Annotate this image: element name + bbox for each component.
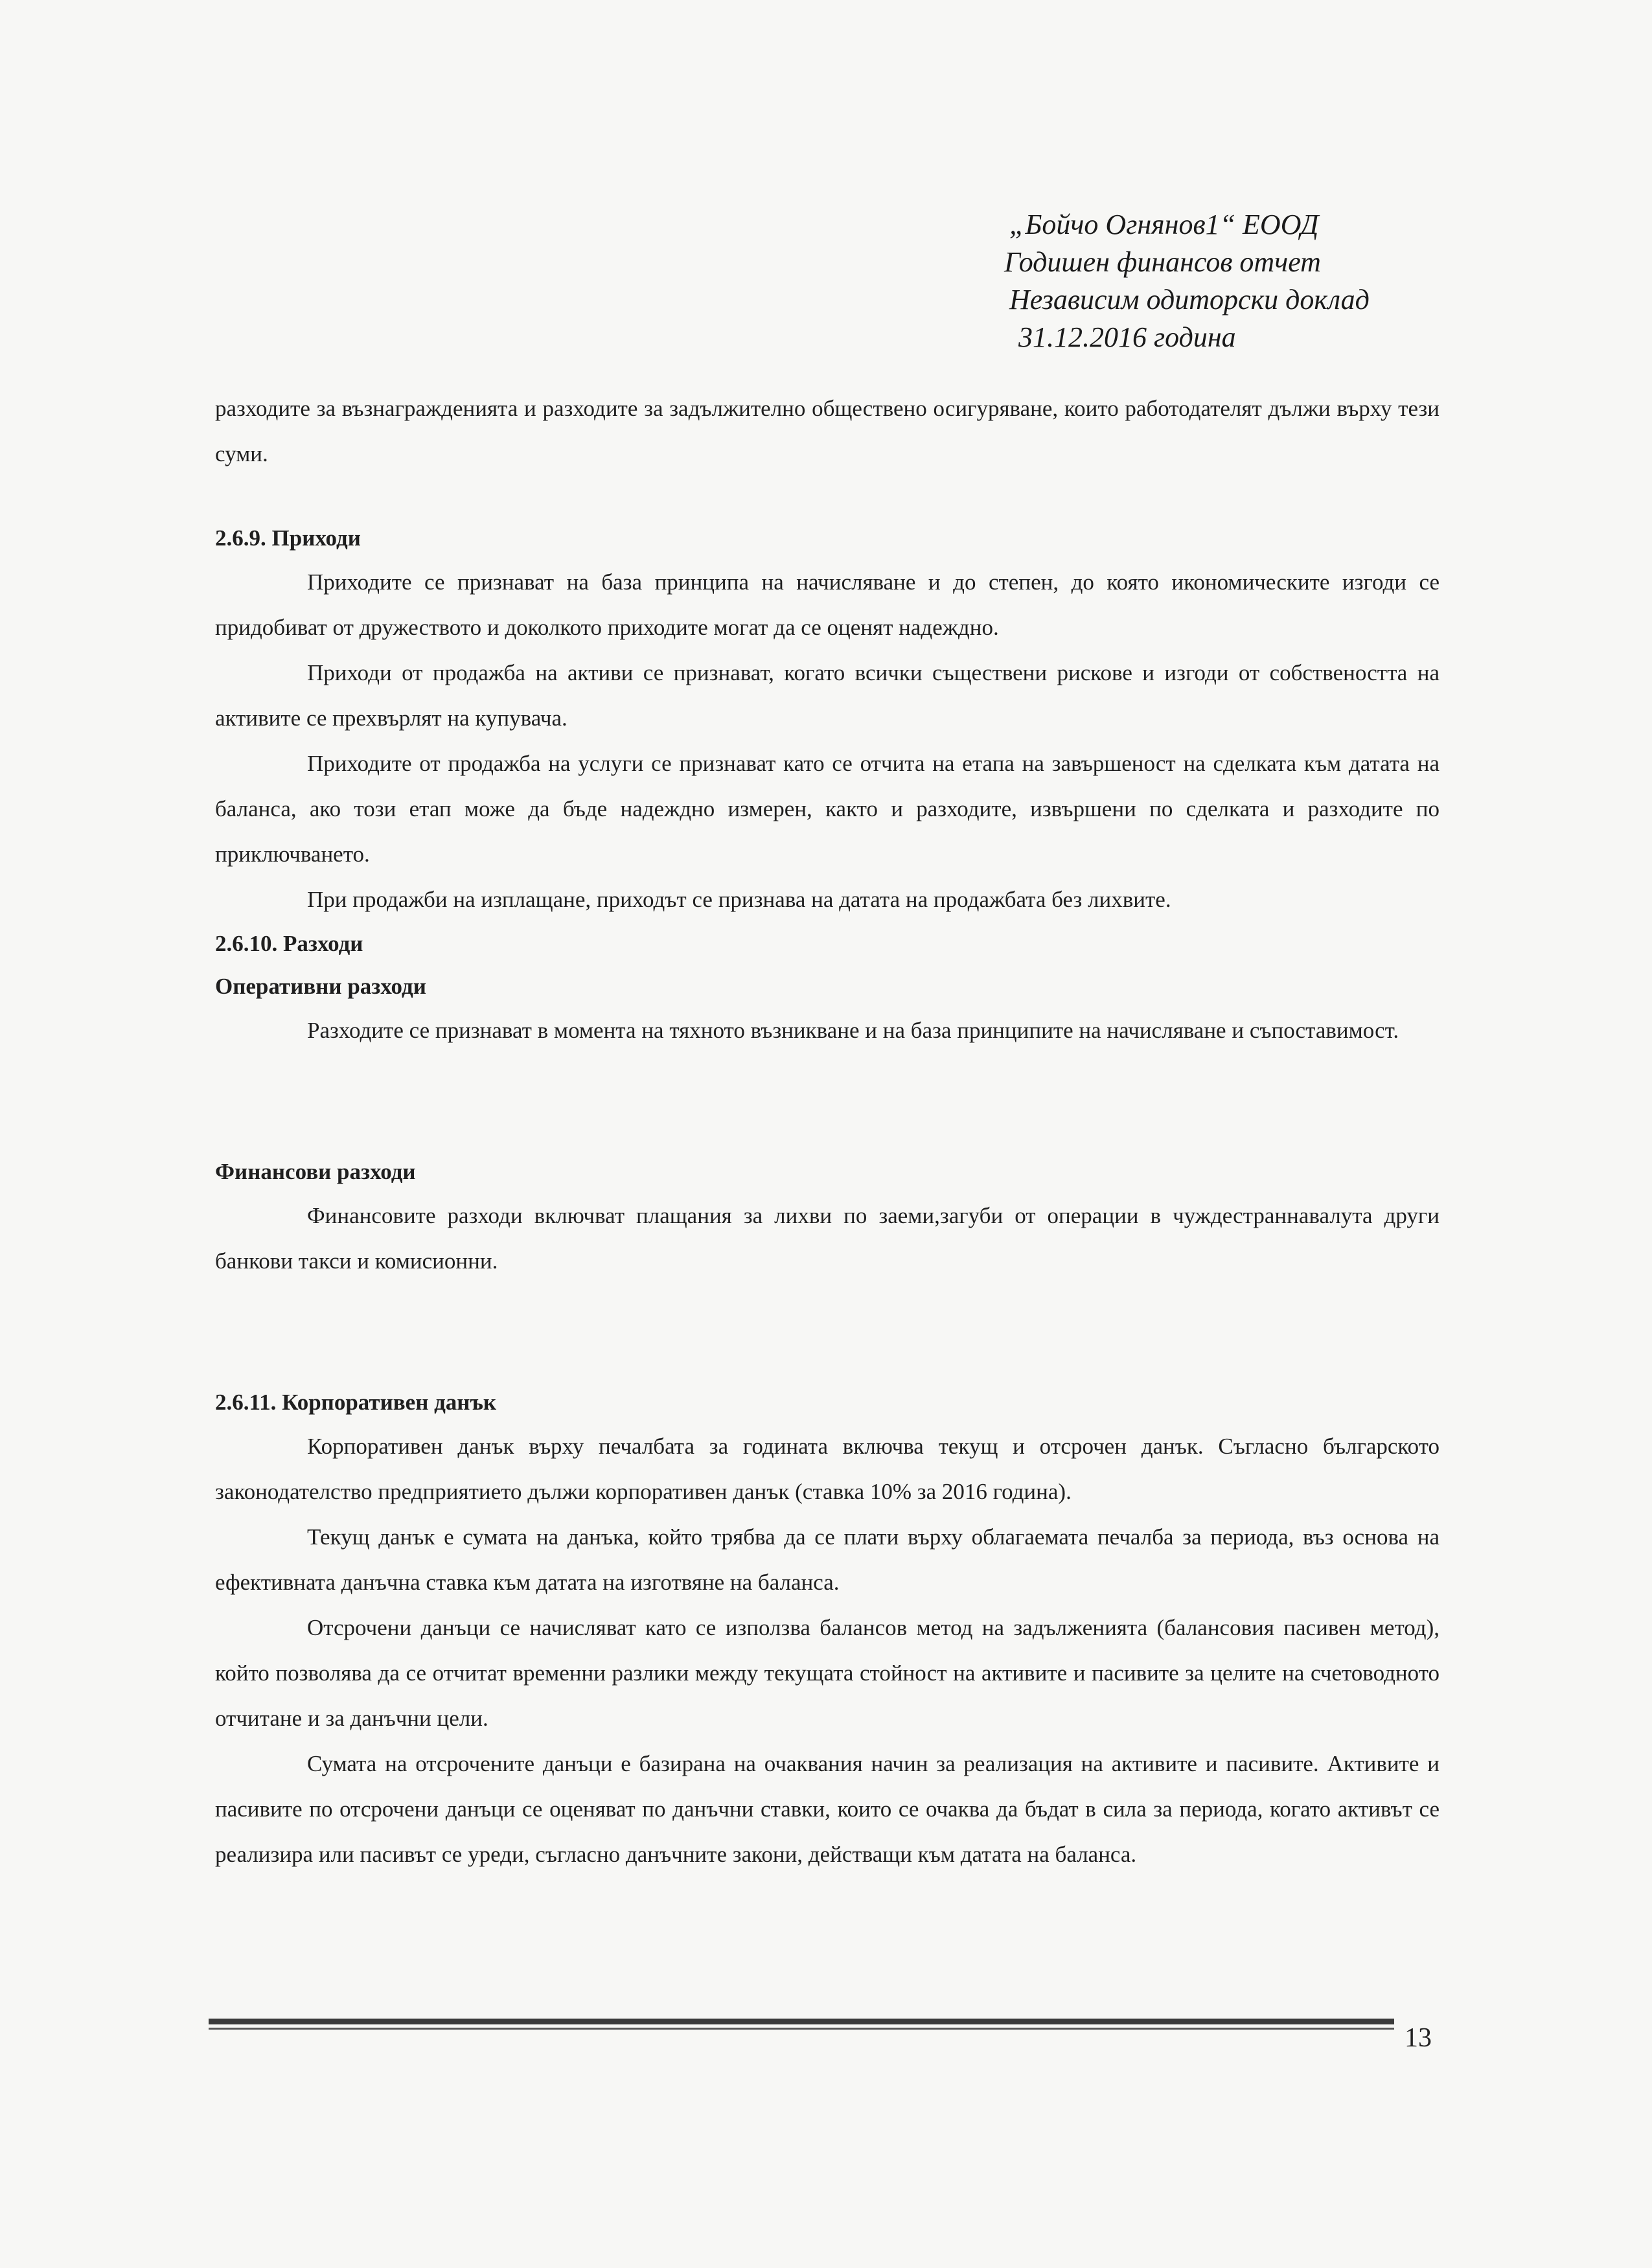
revenue-paragraph-3: Приходите от продажба на услуги се признават като се отчита на етапа на завършеност на сделката към датата на баланса, ако този етап може да бъде надеждно измерен, както и разходите, извършени по сделката и разходите по приключването. [215,751,1440,867]
document-body [215,386,1440,1877]
footer-rule-thin [209,2028,1394,2030]
financial-expenses-paragraph: Финансовите разходи включват плащания за лихви по заеми,загуби от операции в чуждестраннавалута други банкови такси и комисионни. [215,1203,1440,1274]
header-report: Годишен финансов отчет [1004,246,1321,278]
operating-expenses-title: Оперативни разходи [215,974,426,999]
section-2-6-10-title: 2.6.10. Разходи [215,931,363,956]
footer-rule [209,2019,1394,2024]
section-2-6-9-title: 2.6.9. Приходи [215,525,361,551]
revenue-paragraph-4: При продажби на изплащане, приходът се признава на датата на продажбата без лихвите. [307,887,1171,912]
tax-paragraph-4: Сумата на отсрочените данъци е базирана на очаквания начин за реализация на активите и пасивите. Активите и пасивите по отсрочени данъци се оценяват по данъчни ставки, които се очаква да бъдат в сила за периода, когато активът се реализира или пасивът се уреди, съгласно данъчните закони, действащи към датата на баланса. [215,1751,1440,1867]
tax-paragraph-3: Отсрочени данъци се начисляват като се използва балансов метод на задълженията (балансовия пасивен метод), който позволява да се отчитат временни разлики между текущата стойност на активите и пасивите за целите на счетоводното отчитане и за данъчни цели. [215,1615,1440,1731]
financial-expenses-title: Финансови разходи [215,1159,416,1184]
section-2-6-11-title: 2.6.11. Корпоративен данък [215,1390,497,1415]
header-date: 31.12.2016 година [1018,321,1236,353]
page-number: 13 [1405,2023,1432,2053]
operating-expenses-paragraph: Разходите се признават в момента на тяхното възникване и на база принципите на начисляване и съпоставимост. [307,1018,1399,1043]
revenue-paragraph-1: Приходите се признават на база принципа на начисляване и до степен, до която икономическите изгоди се придобиват от дружеството и доколкото приходите могат да се оценят надеждно. [215,569,1440,640]
tax-paragraph-2: Текущ данък е сумата на данъка, който трябва да се плати върху облагаемата печалба за периода, въз основа на ефективната данъчна ставка към датата на изготвяне на баланса. [215,1524,1440,1595]
document-header [1004,206,1370,356]
header-company: „Бойчо Огнянов1“ ЕООД [1009,209,1319,240]
revenue-paragraph-2: Приходи от продажба на активи се признават, когато всички съществени рискове и изгоди от собствеността на активите се прехвърлят на купувача. [215,660,1440,731]
header-audit: Независим одиторски доклад [1009,284,1370,315]
tax-paragraph-1: Корпоративен данък върху печалбата за годината включва текущ и отсрочен данък. Съгласно българското законодателство предприятието дължи корпоративен данък (ставка 10% за 2016 година). [215,1434,1440,1504]
intro-paragraph: разходите за възнагражденията и разходите за задължително обществено осигуряване, които работодателят дължи върху тези суми. [215,396,1440,466]
